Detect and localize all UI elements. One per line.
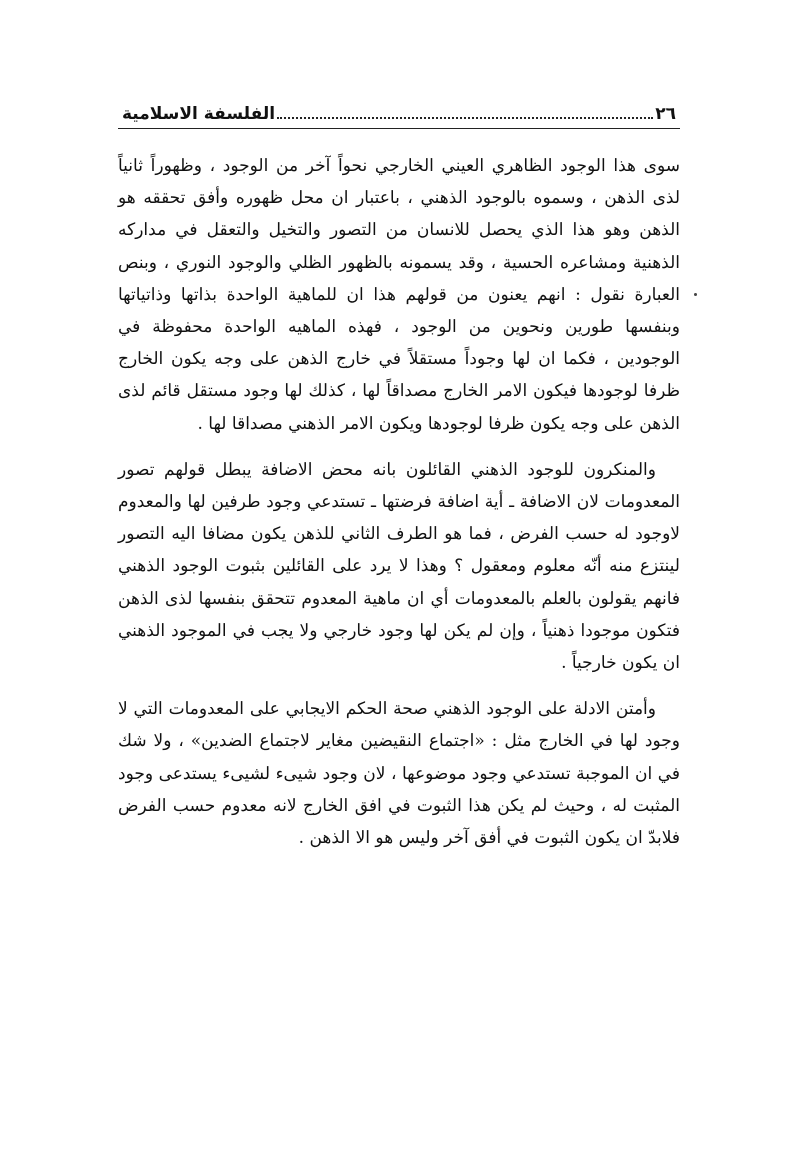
header-rule [118,128,680,129]
running-title: الفلسفة الاسلامية [122,104,276,124]
paragraph-1: سوى هذا الوجود الظاهري العيني الخارجي نحواً آخر من الوجود ، وظهوراً ثانياً لذى الذهن ، وسموه بالوجود الذهني ، باعتبار ان محل ظهوره وأفق تحققه هو الذهن وهو هذا الذي يحصل للانسان من التصور والتخيل والتعقل في مداركه الذهنية ومشاعره الحسية ، وقد يسمونه بالظهور الظلي والوجود النوري ، وبنص العبارة نقول : انهم يعنون من قولهم هذا ان للماهية الواحدة بذاتها وذاتياتها وبنفسها طورين ونحوين من الوجود ، فهذه الماهيه الواحدة محفوظة في الوجودين ، فكما ان لها وجوداً مستقلاً في خارج الذهن على وجه يكون الخارج ظرفا لوجودها فيكون الامر الخارج مصداقاً لها ، كذلك لها وجود مستقل قائم لذى الذهن على وجه يكون ظرفا لوجودها ويكون الامر الذهني مصداقا لها . [118,156,680,434]
header-leader-dots [277,116,653,119]
page-number: ٢٦ [655,104,676,124]
margin-speck [694,293,697,296]
paragraph-3: وأمتن الادلة على الوجود الذهني صحة الحكم الايجابي على المعدومات التي لا وجود لها في الخارج مثل : «اجتماع النقيضين مغاير لاجتماع الضدين» ، ولا شك في ان الموجبة تستدعي وجود موضوعها ، لان وجود شيىء لشيىء يستدعى وجود المثبت له ، وحيث لم يكن هذا الثبوت في افق الخارج لانه معدوم حسب الفرض فلابدّ ان يكون الثبوت في أفق آخر وليس هو الا الذهن . [118,699,680,849]
running-header [118,97,680,125]
paragraph-2: والمنكرون للوجود الذهني القائلون بانه محض الاضافة يبطل قولهم تصور المعدومات لان الاضافة ـ أية اضافة فرضتها ـ تستدعي وجود طرفين لها والمعدوم لاوجود له حسب الفرض ، فما هو الطرف الثاني للذهن يكون مضافا اليه التصور لينتزع منه أنّه معلوم ومعقول ؟ وهذا لا يرد على القائلين بثبوت الوجود الذهني فانهم يقولون بالعلم بالمعدومات أي ان ماهية المعدوم تتحقق بنفسها لذى الذهن فتكون موجودا ذهنياً ، وإن لم يكن لها وجود خارجي ولا يجب في الموجود الذهني ان يكون خارجياً . [118,459,680,674]
page-body [118,150,680,868]
